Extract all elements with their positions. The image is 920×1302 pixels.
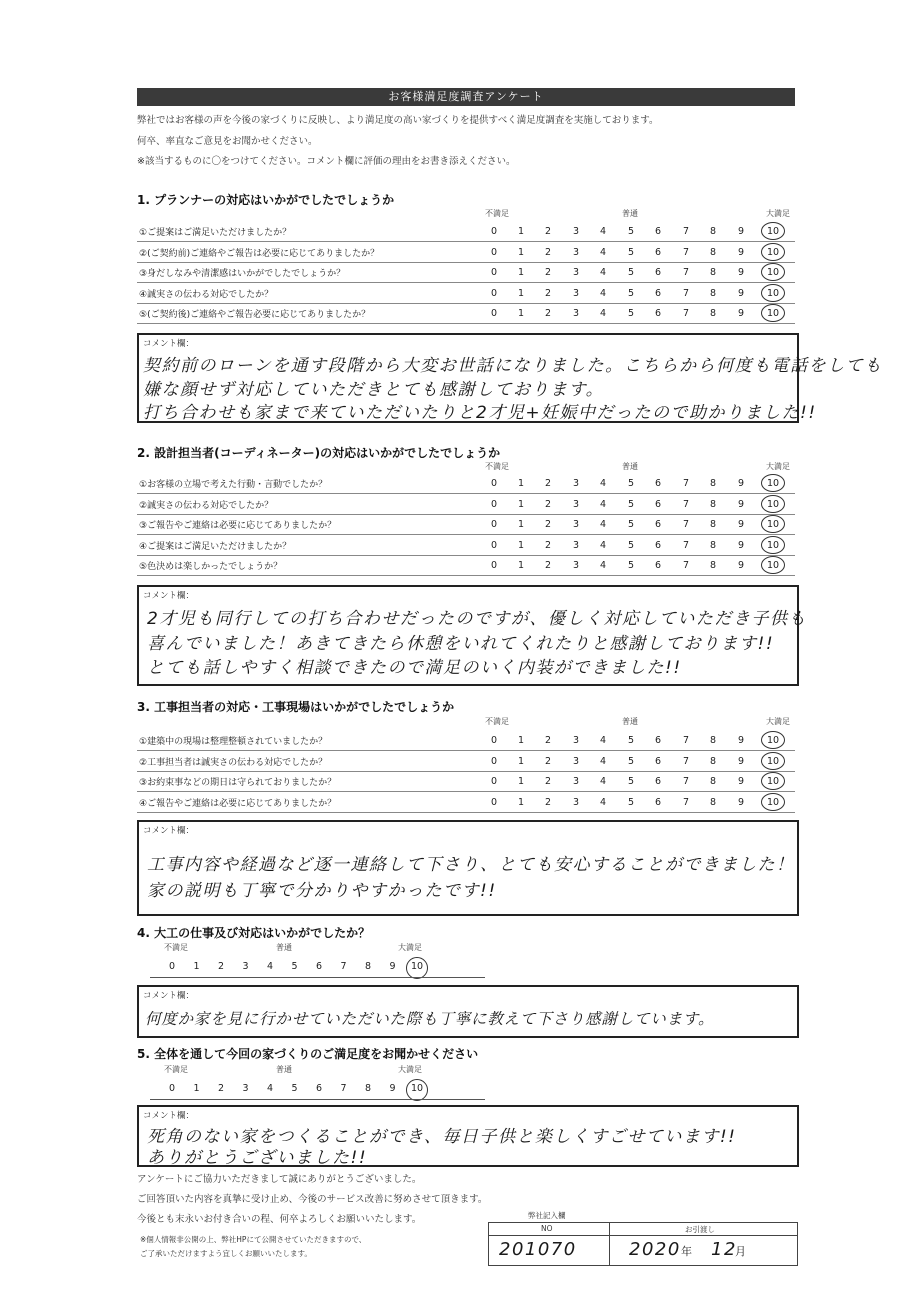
rating-option[interactable]: 8 <box>709 478 717 489</box>
scale-high-label: 大満足 <box>766 209 790 218</box>
rating-option[interactable]: 7 <box>340 1083 347 1094</box>
selected-rating-circle <box>761 752 785 770</box>
scale-low-label: 不満足 <box>485 462 509 471</box>
office-box <box>488 1222 798 1266</box>
question-row <box>137 262 795 283</box>
rating-option[interactable]: 1 <box>517 755 525 767</box>
section-2-heading: 2. 設計担当者(コーディネーター)の対応はいかがでしたでしょうか <box>137 446 501 460</box>
rating-option[interactable]: 1 <box>517 560 525 571</box>
question-row <box>137 730 795 751</box>
rating-option[interactable]: 2 <box>544 226 552 237</box>
rating-option[interactable]: 5 <box>627 226 635 237</box>
rating-option[interactable]: 1 <box>517 776 525 787</box>
rating-option[interactable]: 4 <box>266 1083 274 1094</box>
selected-rating-circle <box>761 474 785 492</box>
rating-option[interactable]: 7 <box>682 498 690 510</box>
section-2-comment-line-2: 喜んでいました！あきてきたら休憩をいれてくれたりと感謝しております!! <box>147 634 775 654</box>
rating-option[interactable]: 1 <box>517 287 525 299</box>
selected-rating-circle <box>761 556 785 574</box>
section-1-heading: 1. プランナーの対応はいかがでしたでしょうか <box>137 193 395 207</box>
rating-option[interactable]: 2 <box>544 478 552 489</box>
intro-line-2: 何卒、率直なご意見をお聞かせください。 <box>137 136 318 147</box>
question-row <box>137 283 795 304</box>
question-text: ③お約束事などの期日は守られておりましたか？ <box>139 778 337 788</box>
rating-option[interactable]: 2 <box>544 519 552 530</box>
section-5-comment-box <box>137 1105 799 1167</box>
rating-option[interactable]: 4 <box>599 776 607 787</box>
question-text: ⑤色決めは楽しかったでしょうか？ <box>139 562 283 572</box>
rating-option[interactable]: 2 <box>544 267 552 278</box>
rating-option[interactable]: 0 <box>490 735 498 746</box>
question-text: ②誠実さの伝わる対応でしたか？ <box>139 500 274 511</box>
rating-option[interactable]: 10 <box>766 226 780 237</box>
rating-option[interactable]: 6 <box>654 246 662 258</box>
rating-option[interactable]: 3 <box>572 539 580 551</box>
rating-option[interactable]: 0 <box>490 539 498 551</box>
rating-option[interactable]: 9 <box>737 776 745 787</box>
rating-option[interactable]: 2 <box>544 796 552 808</box>
rating-option[interactable]: 5 <box>627 560 635 571</box>
rating-option[interactable]: 3 <box>572 287 580 299</box>
rating-option[interactable]: 4 <box>599 287 607 299</box>
rating-option[interactable]: 2 <box>544 287 552 299</box>
question-row <box>137 221 795 242</box>
section-3-comment-box <box>137 820 799 916</box>
rating-option[interactable]: 10 <box>766 246 780 258</box>
rating-option[interactable]: 2 <box>544 776 552 787</box>
office-no-label: NO <box>541 1224 553 1233</box>
rating-option[interactable]: 5 <box>627 478 635 489</box>
section-5-comment-line-1: 死角のない家をつくることができ、毎日子供と楽しくすごせています!! <box>147 1127 737 1147</box>
rating-option[interactable]: 1 <box>517 246 525 258</box>
rating-option[interactable]: 6 <box>654 478 662 489</box>
question-row <box>137 555 795 576</box>
selected-rating-circle <box>761 772 785 790</box>
office-month-unit: 月 <box>735 1245 746 1258</box>
rating-option[interactable]: 5 <box>627 539 635 551</box>
rating-option[interactable]: 0 <box>490 478 498 489</box>
selected-rating-circle <box>761 222 785 240</box>
selected-rating-circle <box>761 515 785 533</box>
rating-option[interactable]: 1 <box>517 539 525 551</box>
rating-option[interactable]: 6 <box>654 560 662 571</box>
question-text: ①建築中の現場は整理整頓されていましたか？ <box>139 737 328 747</box>
rating-option[interactable]: 3 <box>572 267 580 278</box>
rating-option[interactable]: 1 <box>517 735 525 746</box>
rating-option[interactable]: 10 <box>766 735 780 746</box>
question-text: ②(ご契約前)ご連絡やご報告は必要に応じてありましたか？ <box>139 248 380 259</box>
rating-option[interactable]: 7 <box>682 226 690 237</box>
selected-rating-circle <box>406 1079 428 1101</box>
section-1-comment-box <box>137 333 883 423</box>
rating-option[interactable]: 1 <box>517 478 525 489</box>
rating-option[interactable]: 2 <box>217 961 225 972</box>
section-1-comment-line-3: 打ち合わせも家まで来ていただいたりと2才児+妊娠中だったので助かりました!! <box>143 403 817 423</box>
footer-line-1: アンケートにご協力いただきまして誠にありがとうございました。 <box>137 1174 422 1185</box>
section-2-comment-line-3: とても話しやすく相談できたので満足のいく内装ができました!! <box>147 658 682 678</box>
rating-option[interactable]: 5 <box>627 755 635 767</box>
rating-option[interactable]: 4 <box>599 560 607 571</box>
rating-option[interactable]: 7 <box>340 961 347 972</box>
rating-option[interactable]: 8 <box>709 308 717 319</box>
rating-option[interactable]: 7 <box>682 539 690 551</box>
rating-option[interactable]: 5 <box>627 776 635 787</box>
rating-option[interactable]: 1 <box>517 226 525 237</box>
rating-option[interactable]: 9 <box>737 308 745 319</box>
rating-option[interactable]: 1 <box>517 519 525 530</box>
rating-option[interactable]: 4 <box>599 478 607 489</box>
rating-option[interactable]: 2 <box>544 539 552 551</box>
rating-option[interactable]: 6 <box>654 308 662 319</box>
office-year: 2020 <box>629 1239 681 1260</box>
rating-option[interactable]: 0 <box>490 246 498 258</box>
rating-option[interactable]: 5 <box>291 1083 298 1094</box>
question-text: ①ご提案はご満足いただけましたか？ <box>139 228 292 238</box>
rating-option[interactable]: 10 <box>766 267 780 278</box>
intro-line-3: ※該当するものに〇をつけてください。コメント欄に評価の理由をお書き添えください。 <box>137 156 516 167</box>
selected-rating-circle <box>761 263 785 281</box>
rating-option[interactable]: 6 <box>654 519 662 530</box>
rating-option[interactable]: 2 <box>544 735 552 746</box>
rating-option[interactable]: 9 <box>737 560 745 571</box>
rating-option[interactable]: 4 <box>599 267 607 278</box>
rating-option[interactable]: 5 <box>627 287 635 299</box>
rating-option[interactable]: 10 <box>766 539 780 551</box>
rating-option[interactable]: 9 <box>737 519 745 530</box>
rating-option[interactable]: 3 <box>572 796 580 808</box>
rating-option[interactable]: 7 <box>682 560 690 571</box>
rating-option[interactable]: 2 <box>544 498 552 510</box>
rating-option[interactable]: 2 <box>544 560 552 571</box>
rating-option[interactable]: 2 <box>544 308 552 319</box>
rating-option[interactable]: 10 <box>766 478 780 489</box>
rating-option[interactable]: 4 <box>599 755 607 767</box>
rating-option[interactable]: 8 <box>364 961 372 972</box>
rating-option[interactable]: 0 <box>490 776 498 787</box>
rating-option[interactable]: 6 <box>654 796 662 808</box>
rating-option[interactable]: 1 <box>517 267 525 278</box>
rating-option[interactable]: 5 <box>627 267 635 278</box>
rating-option[interactable]: 3 <box>242 961 249 972</box>
section-4-comment-box <box>137 985 799 1038</box>
rating-option[interactable]: 3 <box>572 560 580 571</box>
rating-option[interactable]: 10 <box>766 519 780 530</box>
rating-option[interactable]: 7 <box>682 267 690 278</box>
section-3-heading: 3. 工事担当者の対応・工事現場はいかがでしたでしょうか <box>137 700 455 714</box>
office-delivery-label: お引渡し <box>685 1225 715 1234</box>
rating-option[interactable]: 3 <box>572 776 580 787</box>
selected-rating-circle <box>761 495 785 513</box>
question-text: ①お客様の立場で考えた行動・言動でしたか？ <box>139 480 328 490</box>
survey-title: お客様満足度調査アンケート <box>137 88 795 106</box>
rating-option[interactable]: 8 <box>709 287 717 299</box>
rating-option[interactable]: 6 <box>315 961 323 972</box>
comment-label: コメント欄： <box>143 826 195 836</box>
rating-option[interactable]: 7 <box>682 287 690 299</box>
rating-option[interactable]: 0 <box>490 519 498 530</box>
rating-option[interactable]: 8 <box>709 796 717 808</box>
rating-option[interactable]: 1 <box>517 498 525 510</box>
rating-option[interactable]: 8 <box>709 735 717 746</box>
rating-option[interactable]: 10 <box>410 961 424 972</box>
rating-option[interactable]: 9 <box>737 267 745 278</box>
rating-option[interactable]: 6 <box>654 735 662 746</box>
question-text: ②工事担当者は誠実さの伝わる対応でしたか？ <box>139 757 328 768</box>
rating-option[interactable]: 3 <box>242 1083 249 1094</box>
rating-option[interactable]: 2 <box>544 755 552 767</box>
rating-option[interactable]: 3 <box>572 246 580 258</box>
rating-option[interactable]: 8 <box>709 246 717 258</box>
rating-option[interactable]: 6 <box>654 498 662 510</box>
rating-option[interactable]: 8 <box>364 1083 372 1094</box>
selected-rating-circle <box>761 793 785 811</box>
rating-option[interactable]: 8 <box>709 267 717 278</box>
rating-option[interactable]: 5 <box>627 308 635 319</box>
rating-option[interactable]: 4 <box>599 539 607 551</box>
rating-option[interactable]: 1 <box>517 796 525 808</box>
question-text: ⑤(ご契約後)ご連絡やご報告必要に応じてありましたか？ <box>139 310 371 320</box>
rating-option[interactable]: 6 <box>654 287 662 299</box>
rating-option[interactable]: 4 <box>599 246 607 258</box>
question-row <box>137 494 795 515</box>
rating-option[interactable]: 7 <box>682 519 690 530</box>
rating-option[interactable]: 6 <box>654 539 662 551</box>
scale-high-label: 大満足 <box>766 462 790 471</box>
question-row <box>137 535 795 556</box>
question-text: ④ご提案はご満足いただけましたか？ <box>139 541 292 552</box>
rating-option[interactable]: 3 <box>572 755 580 767</box>
section-1-comment-line-1: 契約前のローンを通す段階から大変お世話になりました。こちらから何度も電話をしても <box>143 356 883 376</box>
rating-option[interactable]: 1 <box>193 1083 200 1094</box>
rating-option[interactable]: 3 <box>572 226 580 237</box>
rating-option[interactable]: 0 <box>490 267 498 278</box>
selected-rating-circle <box>761 731 785 749</box>
selected-rating-circle <box>761 284 785 302</box>
rating-option[interactable]: 3 <box>572 519 580 530</box>
rating-option[interactable]: 9 <box>737 796 745 808</box>
section-2-comment-line-1: 2才児も同行しての打ち合わせだったのですが、優しく対応していただき子供も <box>147 609 807 629</box>
rating-option[interactable]: 9 <box>389 961 396 972</box>
rating-option[interactable]: 6 <box>654 226 662 237</box>
comment-label: コメント欄： <box>143 591 195 601</box>
rating-option[interactable]: 10 <box>766 308 780 319</box>
rating-option[interactable]: 4 <box>599 498 607 510</box>
rating-option[interactable]: 7 <box>682 735 690 746</box>
rating-option[interactable]: 9 <box>737 226 745 237</box>
scale-low-label: 不満足 <box>485 717 509 726</box>
rating-option[interactable]: 4 <box>599 226 607 237</box>
rating-option[interactable]: 9 <box>737 478 745 489</box>
rating-option[interactable]: 4 <box>599 308 607 319</box>
rating-option[interactable]: 5 <box>627 735 635 746</box>
office-no-value: 201070 <box>499 1239 577 1260</box>
rating-option[interactable]: 7 <box>682 755 690 767</box>
rating-option[interactable]: 5 <box>627 246 635 258</box>
rating-option[interactable]: 3 <box>572 308 580 319</box>
rating-option[interactable]: 6 <box>654 755 662 767</box>
question-row <box>137 792 795 813</box>
rating-option[interactable]: 9 <box>737 539 745 551</box>
question-row <box>137 771 795 792</box>
rating-option[interactable]: 0 <box>490 226 498 237</box>
rating-option[interactable]: 5 <box>291 961 298 972</box>
section-3-comment-line-1: 工事内容や経過など逐一連絡して下さり、とても安心することができました！ <box>147 855 795 875</box>
rating-option[interactable]: 7 <box>682 478 690 489</box>
rating-option[interactable]: 4 <box>599 735 607 746</box>
rating-option[interactable]: 9 <box>389 1083 396 1094</box>
rating-option[interactable]: 7 <box>682 246 690 258</box>
rating-option[interactable]: 9 <box>737 246 745 258</box>
rating-option[interactable]: 9 <box>737 287 745 299</box>
rating-option[interactable]: 5 <box>627 498 635 510</box>
rating-option[interactable]: 6 <box>315 1083 323 1094</box>
rating-option[interactable]: 8 <box>709 226 717 237</box>
footnote-line-1: ※個人情報非公開の上、弊社HPにて公開させていただきますので、 <box>140 1235 367 1244</box>
rating-option[interactable]: 3 <box>572 735 580 746</box>
rating-option[interactable]: 10 <box>766 560 780 571</box>
office-label: 弊社記入欄 <box>528 1211 566 1220</box>
rating-option[interactable]: 10 <box>410 1083 424 1094</box>
question-text: ④誠実さの伝わる対応でしたか？ <box>139 289 274 300</box>
question-row <box>137 751 795 772</box>
rating-option[interactable]: 2 <box>217 1083 225 1094</box>
scale-low-label: 不満足 <box>164 1065 188 1074</box>
rating-option[interactable]: 10 <box>766 776 780 787</box>
rating-option[interactable]: 0 <box>490 755 498 767</box>
question-row <box>137 473 795 494</box>
rating-option[interactable]: 0 <box>168 961 176 972</box>
scale-underline <box>150 977 485 978</box>
rating-option[interactable]: 7 <box>682 776 690 787</box>
rating-option[interactable]: 5 <box>627 796 635 808</box>
rating-option[interactable]: 6 <box>654 267 662 278</box>
rating-option[interactable]: 10 <box>766 755 780 767</box>
rating-option[interactable]: 6 <box>654 776 662 787</box>
question-row <box>137 303 795 324</box>
rating-option[interactable]: 10 <box>766 498 780 510</box>
rating-option[interactable]: 1 <box>193 961 200 972</box>
rating-option[interactable]: 8 <box>709 519 717 530</box>
question-row <box>137 242 795 263</box>
scale-mid-label: 普通 <box>622 462 638 471</box>
rating-option[interactable]: 7 <box>682 308 690 319</box>
footer-line-3: 今後とも末永いお付き合いの程、何卒よろしくお願いいたします。 <box>137 1214 422 1225</box>
section-2-comment-box <box>137 585 807 686</box>
scale-low-label: 不満足 <box>485 209 509 218</box>
scale-high-label: 大満足 <box>398 1065 422 1074</box>
selected-rating-circle <box>406 957 428 979</box>
section-5-heading: 5. 全体を通して今回の家づくりのご満足度をお聞かせください <box>137 1047 479 1061</box>
rating-option[interactable]: 8 <box>709 539 717 551</box>
scale-mid-label: 普通 <box>276 1065 292 1074</box>
comment-label: コメント欄： <box>143 991 195 1001</box>
rating-option[interactable]: 0 <box>490 498 498 510</box>
question-row <box>137 514 795 535</box>
rating-option[interactable]: 3 <box>572 478 580 489</box>
rating-option[interactable]: 8 <box>709 560 717 571</box>
scale-underline <box>150 1099 485 1100</box>
rating-option[interactable]: 7 <box>682 796 690 808</box>
rating-option[interactable]: 5 <box>627 519 635 530</box>
footnote-line-2: ご了承いただけますよう宜しくお願いいたします。 <box>140 1249 312 1258</box>
rating-option[interactable]: 2 <box>544 246 552 258</box>
section-5-comment-line-2: ありがとうございました!! <box>147 1148 368 1168</box>
scale-mid-label: 普通 <box>622 717 638 726</box>
section-4-comment-line-1: 何度か家を見に行かせていただいた際も丁寧に教えて下さり感謝しています。 <box>145 1010 715 1028</box>
rating-option[interactable]: 4 <box>599 796 607 808</box>
scale-high-label: 大満足 <box>398 943 422 952</box>
intro-line-1: 弊社ではお客様の声を今後の家づくりに反映し、より満足度の高い家づくりを提供すべく満足度調査を実施しております。 <box>137 115 659 126</box>
selected-rating-circle <box>761 243 785 261</box>
rating-option[interactable]: 9 <box>737 755 745 767</box>
rating-option[interactable]: 0 <box>168 1083 176 1094</box>
rating-option[interactable]: 8 <box>709 755 717 767</box>
rating-option[interactable]: 0 <box>490 308 498 319</box>
rating-option[interactable]: 8 <box>709 776 717 787</box>
rating-option[interactable]: 3 <box>572 498 580 510</box>
rating-option[interactable]: 10 <box>766 796 780 808</box>
office-year-unit: 年 <box>681 1245 692 1258</box>
comment-label: コメント欄： <box>143 339 195 349</box>
rating-option[interactable]: 0 <box>490 560 498 571</box>
section-3-comment-line-2: 家の説明も丁寧で分かりやすかったです!! <box>147 881 497 901</box>
comment-label: コメント欄： <box>143 1111 195 1121</box>
office-month: 12 <box>711 1239 737 1260</box>
rating-option[interactable]: 4 <box>266 961 274 972</box>
rating-option[interactable]: 10 <box>766 287 780 299</box>
scale-mid-label: 普通 <box>276 943 292 952</box>
selected-rating-circle <box>761 304 785 322</box>
rating-option[interactable]: 1 <box>517 308 525 319</box>
section-1-comment-line-2: 嫌な顔せず対応していただきとても感謝しております。 <box>143 380 605 400</box>
scale-low-label: 不満足 <box>164 943 188 952</box>
scale-mid-label: 普通 <box>622 209 638 218</box>
selected-rating-circle <box>761 536 785 554</box>
rating-option[interactable]: 8 <box>709 498 717 510</box>
rating-option[interactable]: 0 <box>490 287 498 299</box>
question-text: ③ご報告やご連絡は必要に応じてありましたか？ <box>139 521 337 531</box>
question-text: ④ご報告やご連絡は必要に応じてありましたか？ <box>139 798 337 809</box>
section-4-heading: 4. 大工の仕事及び対応はいかがでしたか？ <box>137 926 371 940</box>
rating-option[interactable]: 9 <box>737 498 745 510</box>
scale-high-label: 大満足 <box>766 717 790 726</box>
question-text: ③身だしなみや清潔感はいかがでしたでしょうか？ <box>139 269 346 279</box>
rating-option[interactable]: 4 <box>599 519 607 530</box>
footer-line-2: ご回答頂いた内容を真摯に受け止め、今後のサービス改善に努めさせて頂きます。 <box>137 1194 488 1205</box>
rating-option[interactable]: 0 <box>490 796 498 808</box>
rating-option[interactable]: 9 <box>737 735 745 746</box>
